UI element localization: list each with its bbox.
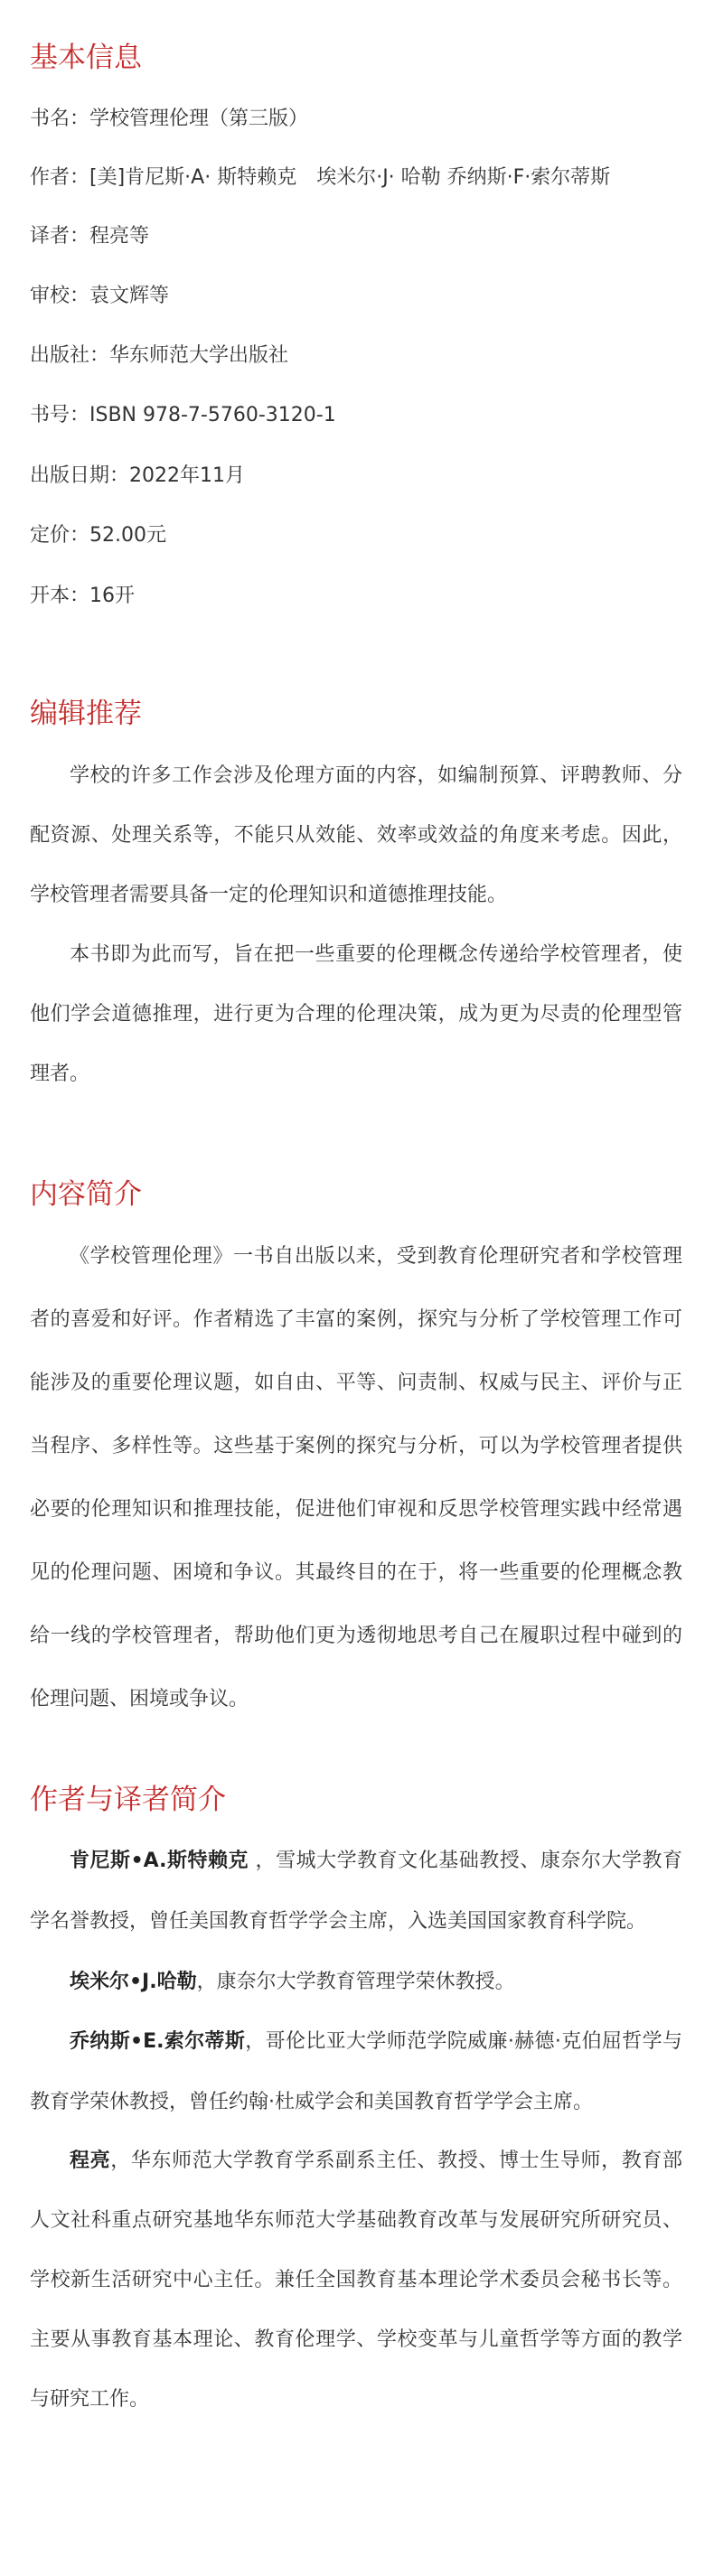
info-publisher: 出版社：华东师范大学出版社: [30, 344, 289, 367]
section-heading-summary: 内容简介: [30, 1178, 142, 1211]
info-isbn: 书号：ISBN 978-7-5760-3120-1: [30, 404, 336, 426]
info-authors: 作者：[美]肯尼斯·A· 斯特赖克 埃米尔·J· 哈勒 乔纳斯·F·索尔蒂斯: [30, 166, 611, 189]
author-bio: ，雪城大学教育文化基础教授、康奈尔大学教育学名誉教授，曾任美国教育哲学学会主席，入选美国国家教育科学院。: [30, 1850, 682, 1933]
section-heading-authors: 作者与译者简介: [30, 1784, 226, 1816]
author-entry-strike: [30, 1831, 682, 1952]
info-format: 开本：16开: [30, 585, 135, 607]
author-bio: ，哥伦比亚大学师范学院威廉·赫德·克伯屈哲学与教育学荣休教授，曾任约翰·杜威学会和美国教育哲学学会主席。: [30, 2030, 682, 2113]
editor-paragraph-1: 学校的许多工作会涉及伦理方面的内容，如编制预算、评聘教师、分配资源、处理关系等，不能只从效能、效率或效益的角度来考虑。因此，学校管理者需要具备一定的伦理知识和道德推理技能。: [30, 764, 682, 906]
translator-entry-chengliang: [30, 2131, 682, 2430]
summary-paragraph: 《学校管理伦理》一书自出版以来，受到教育伦理研究者和学校管理者的喜爱和好评。作者精选了丰富的案例，探究与分析了学校管理工作可能涉及的重要伦理议题，如自由、平等、问责制、权威与民主、评价与正当程序、多样性等。这些基于案例的探究与分析，可以为学校管理者提供必要的伦理知识和推理技能，促进他们审视和反思学校管理实践中经常遇见的伦理问题、困境和争议。其最终目的在于，将一些重要的伦理概念教给一线的学校管理者，帮助他们更为透彻地思考自己在履职过程中碰到的伦理问题、困境或争议。: [30, 1245, 682, 1710]
info-publish-date: 出版日期：2022年11月: [30, 464, 245, 487]
author-name: 埃米尔•J.哈勒: [70, 1971, 197, 1993]
author-entry-soltis: [30, 2012, 682, 2132]
author-bio: ，康奈尔大学教育管理学荣休教授。: [196, 1971, 515, 1993]
translator-name: 程亮: [70, 2150, 111, 2172]
section-heading-basic-info: 基本信息: [30, 42, 142, 74]
info-translator: 译者：程亮等: [30, 225, 150, 248]
info-reviewer: 审校：袁文辉等: [30, 285, 170, 307]
author-name: 肯尼斯•A.斯特赖克: [70, 1850, 249, 1872]
info-price: 定价：52.00元: [30, 524, 166, 547]
author-name: 乔纳斯•E.索尔蒂斯: [70, 2030, 246, 2053]
editor-paragraph-2: 本书即为此而写，旨在把一些重要的伦理概念传递给学校管理者，使他们学会道德推理，进行更为合理的伦理决策，成为更为尽责的伦理型管理者。: [30, 943, 682, 1085]
section-heading-editor-recommendation: 编辑推荐: [30, 698, 142, 730]
translator-bio: ，华东师范大学教育学系副系主任、教授、博士生导师，教育部人文社科重点研究基地华东师范大学基础教育改革与发展研究所研究员、学校新生活研究中心主任。兼任全国教育基本理论学术委员会秘书长等。主要从事教育基本理论、教育伦理学、学校变革与儿童哲学等方面的教学与研究工作。: [30, 2150, 682, 2411]
info-book-title: 书名：学校管理伦理（第三版）: [30, 108, 309, 130]
author-entry-haller: [30, 1952, 682, 2012]
